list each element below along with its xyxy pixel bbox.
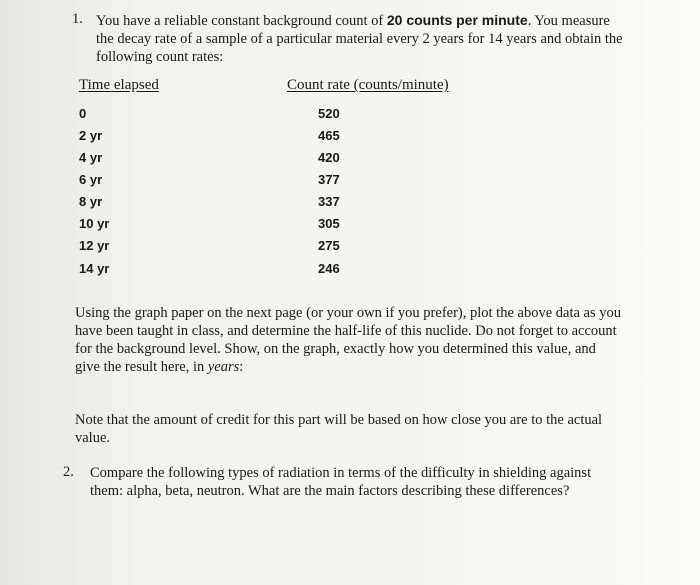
instructions-line-3: for the background level. Show, on the graph, exactly how you determined this value, and <box>75 341 596 357</box>
background-count: 20 counts per minute <box>386 12 528 28</box>
intro-line-3: following count rates: <box>96 49 224 65</box>
rate-cell: 520 <box>318 106 340 121</box>
instructions-paragraph <box>75 304 621 376</box>
years-emphasis: years <box>207 359 240 375</box>
note-line-1: Note that the amount of credit for this part will be based on how close you are to the actual <box>75 412 603 428</box>
rate-cell: 377 <box>318 172 340 187</box>
rate-cell: 305 <box>318 216 340 231</box>
note-paragraph <box>75 411 602 447</box>
time-cell: 4 yr <box>79 150 103 165</box>
rate-cell: 337 <box>318 194 340 209</box>
instructions-line-4-prefix: give the result here, in <box>75 359 205 375</box>
rate-cell: 420 <box>318 150 340 165</box>
question-1-number: 1. <box>72 11 83 27</box>
instructions-line-1: Using the graph paper on the next page (or your own if you prefer), plot the above data as you <box>75 305 621 321</box>
time-cell: 14 yr <box>79 261 110 276</box>
rate-cell: 275 <box>318 238 340 253</box>
count-rate-header: Count rate (counts/minute) <box>287 77 449 93</box>
instructions-line-4-suffix: : <box>239 359 244 375</box>
time-cell: 6 yr <box>79 172 103 187</box>
time-cell: 2 yr <box>79 128 103 143</box>
intro-suffix: . You measure <box>527 13 610 29</box>
time-cell: 10 yr <box>79 216 110 231</box>
q2-line-2: them: alpha, beta, neutron. What are the main factors describing these differences? <box>90 483 570 499</box>
question-2-text <box>90 464 591 500</box>
time-cell: 0 <box>79 106 87 121</box>
rate-cell: 246 <box>318 261 340 276</box>
instructions-line-2: have been taught in class, and determine the half-life of this nuclide. Do not forget to account <box>75 323 617 339</box>
intro-line-2: the decay rate of a sample of a particular material every 2 years for 14 years and obtain the <box>96 31 623 47</box>
q2-line-1: Compare the following types of radiation in terms of the difficulty in shielding against <box>90 465 592 481</box>
note-line-2: value. <box>75 430 111 446</box>
time-cell: 12 yr <box>79 238 110 253</box>
time-cell: 8 yr <box>79 194 103 209</box>
rate-cell: 465 <box>318 128 340 143</box>
question-2-number: 2. <box>63 464 74 480</box>
intro-prefix: You have a reliable constant background count of <box>96 13 384 29</box>
question-1-intro <box>96 11 623 66</box>
time-elapsed-header: Time elapsed <box>79 77 159 93</box>
